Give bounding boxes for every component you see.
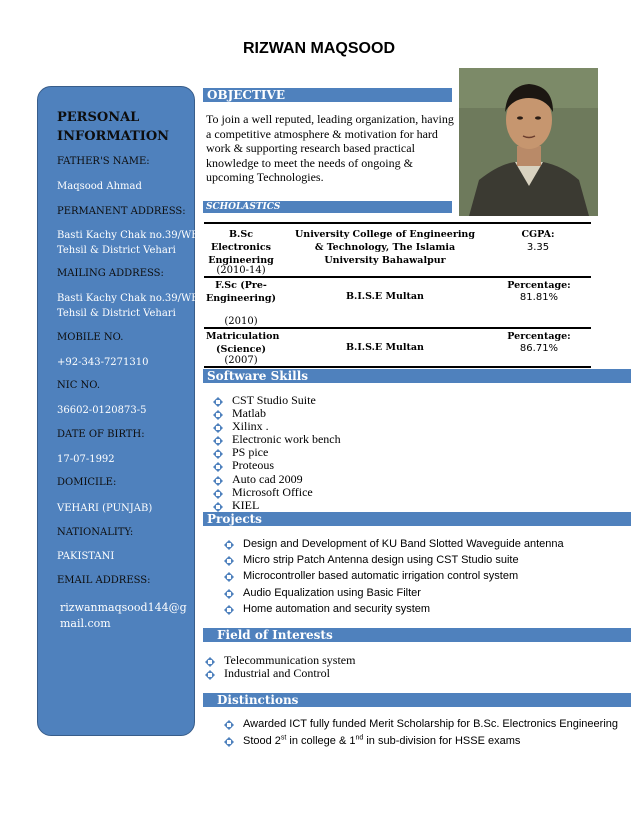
objective-heading: OBJECTIVE xyxy=(203,88,452,102)
score-fsc: 81.81% xyxy=(519,292,559,303)
score-matric: 86.71% xyxy=(519,343,559,354)
field-of-interests-heading: Field of Interests xyxy=(203,628,631,642)
score-label-bsc: CGPA: xyxy=(521,229,555,240)
email-label: EMAIL ADDRESS: xyxy=(57,575,151,586)
diamond-arrows-icon xyxy=(224,719,234,729)
list-item: PS pice xyxy=(213,446,341,459)
diamond-arrows-icon xyxy=(205,657,215,667)
page-title: RIZWAN MAQSOOD xyxy=(243,40,395,57)
scholastics-rule-bottom xyxy=(204,366,591,368)
list-item: Auto cad 2009 xyxy=(213,473,341,486)
diamond-arrows-icon xyxy=(213,489,223,499)
nationality-label: NATIONALITY: xyxy=(57,527,134,538)
period-fsc: (2010) xyxy=(224,316,258,327)
distinctions-list xyxy=(224,716,618,749)
dob-label: DATE OF BIRTH: xyxy=(57,429,145,440)
mailing-address-line1: Basti Kachy Chak no.39/WB xyxy=(57,293,199,304)
list-item: Awarded ICT fully funded Merit Scholarship for B.Sc. Electronics Engineering xyxy=(224,716,618,733)
diamond-arrows-icon xyxy=(205,670,215,680)
scholastics-rule xyxy=(204,327,591,329)
field-of-interests-list xyxy=(205,654,355,680)
diamond-arrows-icon xyxy=(224,588,234,598)
list-item: Stood 2st in college & 1nd in sub-division for HSSE exams xyxy=(224,733,618,750)
diamond-arrows-icon xyxy=(224,736,234,746)
fathers-name-label: FATHER'S NAME: xyxy=(57,156,150,167)
nationality: PAKISTANI xyxy=(57,551,115,562)
period-matric: (2007) xyxy=(224,355,258,366)
distinctions-heading: Distinctions xyxy=(203,693,631,707)
list-item: Xilinx . xyxy=(213,420,341,433)
email-address[interactable]: rizwanmaqsood144@gmail.com xyxy=(60,601,187,630)
list-item: Microsoft Office xyxy=(213,486,341,499)
score-label-fsc: Percentage: xyxy=(507,280,571,291)
diamond-arrows-icon xyxy=(224,555,234,565)
diamond-arrows-icon xyxy=(224,571,234,581)
score-label-matric: Percentage: xyxy=(507,331,571,342)
diamond-arrows-icon xyxy=(213,397,223,407)
scholastics-heading: SCHOLASTICS xyxy=(203,201,452,213)
permanent-address-label: PERMANENT ADDRESS: xyxy=(57,206,186,217)
mobile-label: MOBILE NO. xyxy=(57,332,124,343)
personal-info-heading: PERSONAL INFORMATION xyxy=(57,110,170,144)
diamond-arrows-icon xyxy=(213,476,223,486)
profile-photo xyxy=(459,68,598,216)
list-item: KIEL xyxy=(213,499,341,512)
nic-number: 36602-0120873-5 xyxy=(57,405,147,416)
list-item: Design and Development of KU Band Slotted Waveguide antenna xyxy=(224,536,564,552)
dob: 17-07-1992 xyxy=(57,454,115,465)
diamond-arrows-icon xyxy=(213,410,223,420)
list-item: Microcontroller based automatic irrigation control system xyxy=(224,568,564,584)
list-item: CST Studio Suite xyxy=(213,394,341,407)
diamond-arrows-icon xyxy=(213,502,223,512)
list-item: Telecommunication system xyxy=(205,654,355,667)
scholastics-rule-top xyxy=(204,222,591,224)
diamond-arrows-icon xyxy=(213,449,223,459)
list-item: Industrial and Control xyxy=(205,667,355,680)
institution-matric: B.I.S.E Multan xyxy=(346,342,424,353)
nic-label: NIC NO. xyxy=(57,380,101,391)
projects-list xyxy=(224,536,564,617)
diamond-arrows-icon xyxy=(224,604,234,614)
diamond-arrows-icon xyxy=(213,436,223,446)
fathers-name: Maqsood Ahmad xyxy=(57,181,142,192)
list-item: Audio Equalization using Basic Filter xyxy=(224,585,564,601)
diamond-arrows-icon xyxy=(224,539,234,549)
degree-fsc: F.Sc (Pre-Engineering) xyxy=(206,280,277,304)
projects-heading: Projects xyxy=(203,512,631,526)
mailing-address-line2: Tehsil & District Vehari xyxy=(57,308,176,319)
mailing-address-label: MAILING ADDRESS: xyxy=(57,268,164,279)
list-item: Micro strip Patch Antenna design using CST Studio suite xyxy=(224,552,564,568)
list-item: Electronic work bench xyxy=(213,433,341,446)
diamond-arrows-icon xyxy=(213,423,223,433)
score-bsc: 3.35 xyxy=(526,242,550,253)
domicile: VEHARI (PUNJAB) xyxy=(57,503,153,514)
degree-bsc: B.Sc Electronics Engineering xyxy=(208,229,274,266)
period-bsc: (2010-14) xyxy=(216,265,266,276)
software-skills-list xyxy=(213,394,341,512)
list-item: Proteous xyxy=(213,459,341,472)
institution-fsc: B.I.S.E Multan xyxy=(346,291,424,302)
mobile-number: +92-343-7271310 xyxy=(57,357,149,368)
list-item: Home automation and security system xyxy=(224,601,564,617)
degree-matric: Matriculation (Science) xyxy=(206,331,280,355)
software-skills-heading: Software Skills xyxy=(203,369,631,383)
permanent-address-line2: Tehsil & District Vehari xyxy=(57,245,176,256)
scholastics-rule xyxy=(204,276,591,278)
diamond-arrows-icon xyxy=(213,462,223,472)
list-item: Matlab xyxy=(213,407,341,420)
institution-bsc: University College of Engineering & Technology, The Islamia University Bahawalpur xyxy=(295,229,475,266)
permanent-address-line1: Basti Kachy Chak no.39/WB xyxy=(57,230,199,241)
objective-text: To join a well reputed, leading organization, having a competitive atmosphere & motivation for hard work & supporting research based practical knowledge to meet the needs of ongoing & upcoming Technologies. xyxy=(206,112,454,184)
domicile-label: DOMICILE: xyxy=(57,477,117,488)
